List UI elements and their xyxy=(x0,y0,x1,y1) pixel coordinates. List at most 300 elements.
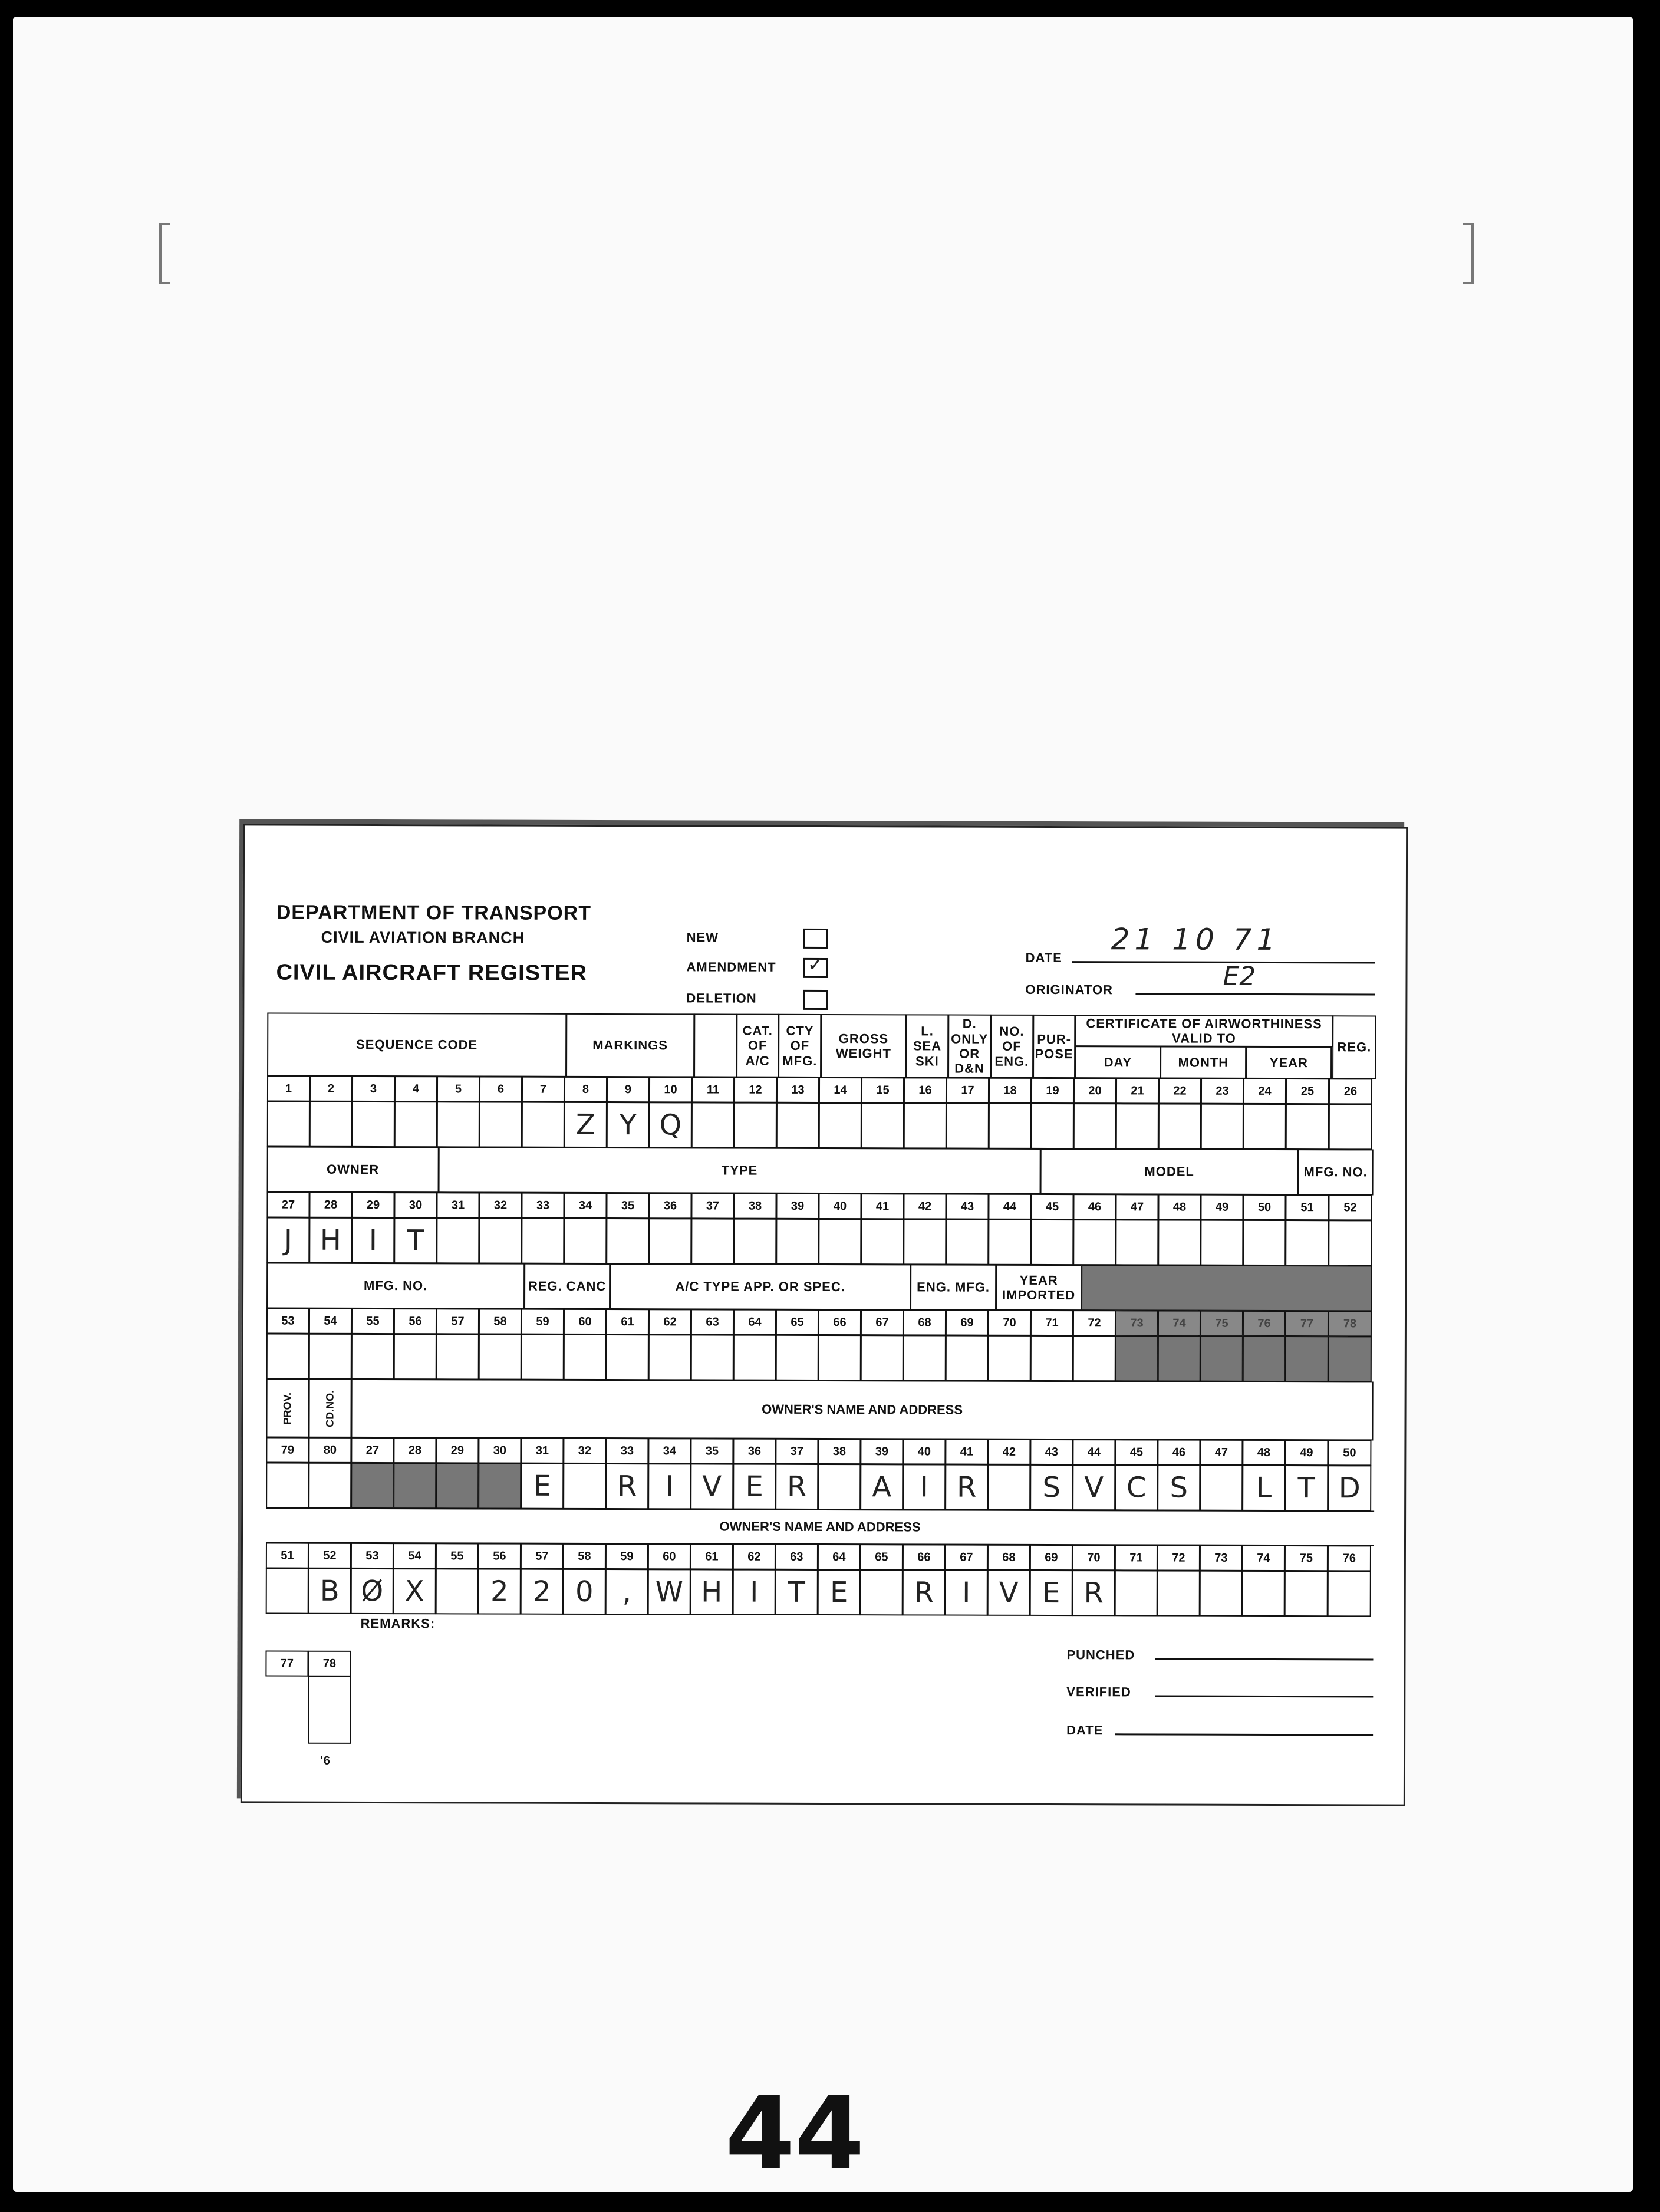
column-number: 64 xyxy=(733,1309,776,1335)
section2-value-row xyxy=(267,1218,1375,1266)
entry-cell[interactable] xyxy=(903,1335,946,1381)
column-number: 30 xyxy=(478,1437,521,1463)
register-title: CIVIL AIRCRAFT REGISTER xyxy=(276,960,588,986)
entry-cell[interactable] xyxy=(1031,1103,1074,1149)
entry-cell[interactable] xyxy=(733,1219,776,1265)
column-number: 52 xyxy=(1328,1194,1372,1220)
deletion-checkbox[interactable] xyxy=(803,990,828,1010)
column-number: 76 xyxy=(1328,1545,1371,1571)
crop-mark-right xyxy=(1463,223,1474,284)
column-number: 4 xyxy=(394,1076,437,1102)
entry-cell[interactable]: W xyxy=(648,1569,691,1615)
entry-cell[interactable] xyxy=(903,1219,946,1265)
entry-cell[interactable] xyxy=(988,1219,1031,1265)
column-number: 43 xyxy=(946,1194,989,1220)
column-number: 12 xyxy=(734,1077,777,1103)
entry-cell[interactable] xyxy=(436,1568,479,1614)
column-number: 66 xyxy=(818,1309,861,1335)
entry-cell[interactable]: X xyxy=(393,1568,436,1614)
column-number: 33 xyxy=(605,1438,648,1464)
entry-cell[interactable]: V xyxy=(690,1463,733,1509)
column-number: 75 xyxy=(1200,1311,1243,1337)
entry-cell[interactable] xyxy=(309,1334,352,1380)
punched-line[interactable] xyxy=(1155,1658,1373,1660)
section3-header-row xyxy=(267,1263,1375,1312)
model-header: MODEL xyxy=(1040,1148,1299,1195)
column-number: 40 xyxy=(903,1439,946,1464)
entry-cell[interactable] xyxy=(1073,1335,1116,1381)
verified-line[interactable] xyxy=(1155,1695,1373,1697)
entry-cell[interactable] xyxy=(352,1101,395,1147)
entry-cell[interactable] xyxy=(819,1102,862,1148)
entry-cell[interactable] xyxy=(564,1334,607,1380)
column-number: 73 xyxy=(1200,1545,1243,1571)
entry-cell[interactable]: D xyxy=(1328,1465,1371,1511)
column-number: 26 xyxy=(1329,1078,1372,1104)
amendment-label: AMENDMENT xyxy=(686,959,776,975)
column-number: 57 xyxy=(436,1308,479,1334)
entry-cell[interactable] xyxy=(522,1102,565,1148)
entry-cell[interactable] xyxy=(1328,1336,1372,1382)
entry-cell[interactable] xyxy=(1200,1220,1243,1266)
cdno-header xyxy=(308,1379,351,1438)
entry-cell[interactable]: B xyxy=(308,1568,351,1614)
entry-cell[interactable] xyxy=(1030,1335,1073,1381)
entry-cell[interactable] xyxy=(479,1217,522,1263)
column-number: 65 xyxy=(776,1309,819,1335)
column-number: 56 xyxy=(478,1543,521,1569)
column-number: 58 xyxy=(479,1308,522,1334)
entry-cell[interactable] xyxy=(1201,1104,1244,1150)
entry-cell[interactable] xyxy=(988,1335,1031,1381)
entry-cell[interactable] xyxy=(1115,1570,1158,1616)
remarks-cell-78[interactable] xyxy=(308,1676,351,1744)
register-grid xyxy=(266,1013,1376,1617)
entry-cell[interactable] xyxy=(606,1334,649,1380)
column-number: 24 xyxy=(1243,1078,1286,1104)
column-number: 27 xyxy=(266,1192,309,1218)
entry-cell[interactable]: C xyxy=(1115,1464,1158,1510)
column-number: 51 xyxy=(1285,1194,1329,1220)
column-number: 20 xyxy=(1073,1078,1116,1104)
entry-cell[interactable]: I xyxy=(351,1217,394,1263)
crop-mark-left xyxy=(159,223,170,284)
originator-value[interactable]: E2 xyxy=(1223,961,1256,992)
entry-cell[interactable] xyxy=(691,1218,734,1264)
entry-cell[interactable]: H xyxy=(690,1569,733,1615)
column-number: 31 xyxy=(436,1192,479,1218)
entry-cell[interactable] xyxy=(266,1334,309,1380)
column-number: 76 xyxy=(1243,1311,1286,1337)
entry-cell[interactable] xyxy=(648,1218,691,1264)
entry-cell[interactable] xyxy=(351,1463,394,1509)
column-number: 47 xyxy=(1200,1440,1243,1466)
entry-cell[interactable]: I xyxy=(733,1569,776,1615)
column-number: 74 xyxy=(1158,1310,1201,1336)
mfg-no-header: MFG. NO. xyxy=(1298,1149,1374,1195)
column-number: 63 xyxy=(775,1544,818,1570)
entry-cell[interactable]: R xyxy=(1072,1570,1115,1616)
column-number: 16 xyxy=(904,1077,947,1103)
column-number: 66 xyxy=(903,1544,946,1570)
cat-header: CAT. OF A/C xyxy=(736,1014,779,1078)
section1-number-row xyxy=(268,1077,1376,1105)
owner-header: OWNER xyxy=(267,1147,439,1193)
entry-cell[interactable]: A xyxy=(860,1464,903,1510)
entry-cell[interactable] xyxy=(987,1464,1030,1510)
entry-cell[interactable] xyxy=(648,1334,691,1380)
verified-label: VERIFIED xyxy=(1066,1684,1131,1700)
column-number: 50 xyxy=(1328,1440,1371,1466)
column-number: 29 xyxy=(351,1192,394,1218)
column-number: 28 xyxy=(309,1192,352,1218)
footer-date-line[interactable] xyxy=(1115,1733,1373,1736)
entry-cell[interactable] xyxy=(776,1219,819,1265)
eng-mfg-header: ENG. MFG. xyxy=(910,1264,996,1310)
entry-cell[interactable] xyxy=(946,1335,989,1381)
entry-cell[interactable]: R xyxy=(775,1464,818,1510)
entry-cell[interactable]: T xyxy=(1284,1465,1328,1511)
entry-cell[interactable]: R xyxy=(903,1569,946,1615)
column-number: 68 xyxy=(903,1309,946,1335)
no-eng-header: NO. OF ENG. xyxy=(990,1015,1033,1078)
column-number: 45 xyxy=(1030,1194,1073,1220)
section3-number-row xyxy=(267,1309,1375,1337)
entry-cell[interactable] xyxy=(521,1334,564,1380)
column-number: 25 xyxy=(1286,1078,1329,1104)
column-number: 41 xyxy=(945,1439,988,1465)
type-header: TYPE xyxy=(439,1147,1041,1194)
column-number: 75 xyxy=(1284,1545,1328,1571)
entry-cell[interactable] xyxy=(776,1102,819,1148)
column-number: 34 xyxy=(648,1438,691,1464)
column-number: 18 xyxy=(989,1078,1032,1104)
entry-cell[interactable] xyxy=(946,1103,989,1149)
column-number: 70 xyxy=(988,1310,1031,1336)
entry-cell[interactable] xyxy=(309,1101,353,1147)
column-number: 27 xyxy=(351,1437,394,1463)
column-number: 35 xyxy=(690,1438,733,1464)
entry-cell[interactable]: R xyxy=(605,1463,648,1509)
section1-value-row xyxy=(268,1102,1376,1150)
entry-cell[interactable] xyxy=(437,1101,480,1147)
column-number: 17 xyxy=(946,1078,989,1104)
prov-label: PROV. xyxy=(281,1392,294,1424)
column-number: 22 xyxy=(1158,1078,1201,1104)
column-number: 6 xyxy=(479,1076,522,1102)
entry-cell[interactable] xyxy=(479,1334,522,1380)
check-mark: ✓ xyxy=(807,952,825,976)
column-number: 44 xyxy=(988,1194,1031,1220)
entry-cell[interactable]: E xyxy=(1030,1570,1073,1616)
branch-title: CIVIL AVIATION BRANCH xyxy=(321,928,525,947)
owner-name-header: OWNER'S NAME AND ADDRESS xyxy=(351,1379,1373,1441)
column-number: 9 xyxy=(607,1077,650,1102)
entry-cell[interactable] xyxy=(1285,1336,1329,1382)
entry-cell[interactable] xyxy=(818,1335,861,1381)
entry-cell[interactable] xyxy=(1286,1104,1329,1150)
column-number: 54 xyxy=(393,1543,436,1569)
entry-cell[interactable]: Y xyxy=(607,1102,650,1148)
mfg-no2-header: MFG. NO. xyxy=(266,1263,525,1309)
section4-number-row xyxy=(266,1438,1375,1466)
entry-cell[interactable] xyxy=(394,1101,437,1147)
entry-cell[interactable] xyxy=(521,1218,564,1264)
entry-cell[interactable]: Q xyxy=(649,1102,692,1148)
section5-value-row xyxy=(266,1569,1375,1617)
entry-cell[interactable] xyxy=(1328,1220,1372,1266)
entry-cell[interactable] xyxy=(1329,1104,1372,1150)
entry-cell[interactable] xyxy=(1115,1219,1158,1265)
entry-cell[interactable]: E xyxy=(733,1464,776,1510)
entry-cell[interactable] xyxy=(861,1335,904,1381)
entry-cell[interactable] xyxy=(266,1568,309,1614)
entry-cell[interactable]: I xyxy=(945,1570,988,1616)
entry-cell[interactable] xyxy=(436,1217,479,1263)
cdno-label: CD.NO. xyxy=(324,1390,336,1427)
column-number: 42 xyxy=(903,1193,946,1219)
remarks-num-77: 77 xyxy=(265,1651,308,1677)
entry-cell[interactable]: T xyxy=(775,1569,818,1615)
column-number: 3 xyxy=(352,1076,395,1102)
column-number: 21 xyxy=(1116,1078,1159,1104)
entry-cell[interactable] xyxy=(818,1464,861,1510)
entry-cell[interactable] xyxy=(946,1219,989,1265)
column-number: 46 xyxy=(1157,1439,1200,1465)
column-number: 43 xyxy=(1030,1439,1073,1465)
entry-cell[interactable]: T xyxy=(394,1217,437,1263)
entry-cell[interactable]: Ø xyxy=(351,1568,394,1614)
column-number: 31 xyxy=(521,1438,564,1464)
entry-cell[interactable] xyxy=(478,1463,521,1509)
sea-ski-header: L. SEA SKI xyxy=(906,1014,949,1078)
section4-header-row xyxy=(266,1380,1375,1441)
punched-label: PUNCHED xyxy=(1066,1647,1135,1663)
column-number: 8 xyxy=(564,1077,607,1102)
column-number: 74 xyxy=(1242,1545,1285,1571)
column-number: 32 xyxy=(479,1192,522,1218)
cert-header: CERTIFICATE OF AIRWORTHINESS VALID TO xyxy=(1075,1015,1333,1047)
column-number: 59 xyxy=(605,1543,648,1569)
year-imported-header: YEAR IMPORTED xyxy=(996,1265,1082,1311)
entry-cell[interactable]: Z xyxy=(564,1102,607,1148)
originator-label: ORIGINATOR xyxy=(1025,982,1114,998)
entry-cell[interactable] xyxy=(1242,1571,1285,1617)
entry-cell[interactable] xyxy=(1243,1336,1286,1382)
column-number: 52 xyxy=(308,1543,351,1569)
purpose-header: PUR- POSE xyxy=(1033,1015,1076,1078)
column-number: 80 xyxy=(308,1437,351,1463)
column-number: 55 xyxy=(436,1543,479,1569)
column-number: 41 xyxy=(861,1193,904,1219)
column-number: 71 xyxy=(1030,1310,1073,1336)
prov-header xyxy=(266,1379,309,1438)
column-number: 29 xyxy=(436,1437,479,1463)
entry-cell[interactable] xyxy=(1073,1103,1116,1149)
column-number: 36 xyxy=(648,1193,691,1219)
year-header: YEAR xyxy=(1246,1046,1332,1079)
entry-cell[interactable]: R xyxy=(945,1464,988,1510)
column-number: 62 xyxy=(648,1309,691,1335)
entry-cell[interactable] xyxy=(1073,1219,1116,1265)
column-number: 48 xyxy=(1158,1194,1201,1220)
entry-cell[interactable]: E xyxy=(521,1463,564,1509)
column-number: 70 xyxy=(1072,1545,1115,1571)
entry-cell[interactable]: 2 xyxy=(521,1569,564,1615)
entry-cell[interactable] xyxy=(267,1101,310,1147)
entry-cell[interactable] xyxy=(734,1102,777,1148)
column-number: 50 xyxy=(1243,1194,1286,1220)
entry-cell[interactable] xyxy=(1200,1465,1243,1511)
column-number: 51 xyxy=(266,1543,309,1569)
entry-cell[interactable]: S xyxy=(1030,1464,1073,1510)
column-number: 38 xyxy=(818,1439,861,1464)
column-number: 72 xyxy=(1073,1310,1116,1336)
entry-cell[interactable]: L xyxy=(1242,1465,1285,1511)
entry-cell[interactable] xyxy=(564,1218,607,1264)
entry-cell[interactable] xyxy=(1243,1220,1286,1266)
entry-cell[interactable] xyxy=(691,1334,734,1380)
column-number: 33 xyxy=(521,1193,564,1219)
entry-cell[interactable] xyxy=(733,1335,776,1381)
entry-cell[interactable] xyxy=(266,1463,309,1509)
column-number: 73 xyxy=(1115,1310,1158,1336)
entry-cell[interactable] xyxy=(776,1335,819,1381)
column-number: 10 xyxy=(649,1077,692,1102)
column-number: 42 xyxy=(987,1439,1030,1465)
column-number: 54 xyxy=(309,1308,352,1334)
column-number: 34 xyxy=(564,1193,607,1219)
dept-title: DEPARTMENT OF TRANSPORT xyxy=(276,901,592,924)
column-number: 71 xyxy=(1115,1545,1158,1571)
deletion-label: DELETION xyxy=(686,990,757,1006)
column-number: 37 xyxy=(691,1193,734,1219)
entry-cell[interactable] xyxy=(393,1463,436,1509)
entry-cell[interactable] xyxy=(1200,1571,1243,1617)
column-number: 68 xyxy=(987,1545,1030,1571)
entry-cell[interactable] xyxy=(1116,1103,1159,1149)
owner-address-header: OWNER'S NAME AND ADDRESS xyxy=(266,1508,1374,1546)
entry-cell[interactable]: V xyxy=(1072,1464,1115,1510)
shaded-header xyxy=(1081,1265,1372,1311)
entry-cell[interactable] xyxy=(1158,1103,1201,1149)
column-number: 57 xyxy=(521,1543,564,1569)
column-number: 67 xyxy=(861,1309,904,1335)
entry-cell[interactable]: E xyxy=(818,1569,861,1615)
reg-canc-header: REG. CANC xyxy=(524,1263,610,1309)
column-number: 58 xyxy=(563,1543,606,1569)
entry-cell[interactable]: 2 xyxy=(478,1568,521,1614)
column-number: 53 xyxy=(266,1308,309,1334)
col11-header xyxy=(694,1013,737,1077)
entry-cell[interactable] xyxy=(394,1334,437,1380)
entry-cell[interactable] xyxy=(1328,1571,1371,1617)
entry-cell[interactable]: I xyxy=(903,1464,946,1510)
entry-cell[interactable] xyxy=(1157,1570,1200,1616)
column-number: 15 xyxy=(861,1077,904,1103)
new-checkbox[interactable] xyxy=(803,929,828,949)
entry-cell[interactable] xyxy=(1115,1335,1158,1381)
entry-cell[interactable] xyxy=(818,1219,861,1265)
gross-weight-header: GROSS WEIGHT xyxy=(821,1014,907,1078)
entry-cell[interactable] xyxy=(989,1103,1032,1149)
entry-cell[interactable] xyxy=(1284,1571,1328,1617)
column-number: 59 xyxy=(521,1309,564,1335)
entry-cell[interactable] xyxy=(1158,1219,1201,1265)
column-number: 61 xyxy=(690,1543,733,1569)
column-number: 79 xyxy=(266,1437,309,1463)
entry-cell[interactable]: J xyxy=(266,1217,309,1263)
d-only-header: D. ONLY OR D&N xyxy=(948,1015,991,1078)
column-number: 64 xyxy=(818,1544,861,1570)
amendment-checkbox[interactable] xyxy=(803,952,828,978)
column-number: 78 xyxy=(1328,1311,1372,1337)
entry-cell[interactable] xyxy=(1285,1220,1329,1266)
section5-number-row xyxy=(266,1543,1375,1572)
originator-line xyxy=(1135,993,1375,995)
column-number: 11 xyxy=(691,1077,735,1102)
column-number: 46 xyxy=(1073,1194,1116,1220)
entry-cell[interactable] xyxy=(436,1463,479,1509)
column-number: 53 xyxy=(351,1543,394,1569)
page-mark: 44 xyxy=(725,2075,865,2192)
column-number: 49 xyxy=(1284,1440,1328,1466)
column-number: 5 xyxy=(437,1076,480,1102)
entry-cell[interactable] xyxy=(351,1334,394,1380)
entry-cell[interactable] xyxy=(904,1102,947,1148)
entry-cell[interactable]: H xyxy=(309,1217,352,1263)
entry-cell[interactable] xyxy=(861,1219,904,1265)
footer-date-label: DATE xyxy=(1066,1723,1104,1738)
column-number: 55 xyxy=(351,1308,394,1334)
remarks-label: REMARKS: xyxy=(360,1615,436,1631)
entry-cell[interactable] xyxy=(1200,1336,1243,1382)
entry-cell[interactable] xyxy=(606,1218,649,1264)
column-number: 23 xyxy=(1201,1078,1244,1104)
date-label: DATE xyxy=(1025,950,1062,966)
column-number: 30 xyxy=(394,1192,437,1218)
column-number: 49 xyxy=(1200,1194,1243,1220)
entry-cell[interactable]: V xyxy=(987,1570,1030,1616)
entry-cell[interactable] xyxy=(860,1569,903,1615)
column-number: 77 xyxy=(1285,1311,1329,1337)
entry-cell[interactable] xyxy=(436,1334,479,1380)
column-number: 61 xyxy=(606,1309,649,1335)
entry-cell[interactable] xyxy=(861,1102,904,1148)
column-number: 67 xyxy=(945,1545,988,1571)
entry-cell[interactable] xyxy=(479,1101,522,1147)
column-number: 19 xyxy=(1031,1078,1074,1104)
entry-cell[interactable]: 0 xyxy=(563,1569,606,1615)
date-value[interactable]: 21 10 71 xyxy=(1111,922,1280,957)
entry-cell[interactable] xyxy=(1243,1104,1286,1150)
cty-header: CTY OF MFG. xyxy=(778,1014,821,1078)
column-number: 37 xyxy=(775,1439,818,1464)
entry-cell[interactable] xyxy=(1030,1219,1073,1265)
section2-number-row xyxy=(267,1193,1375,1221)
markings-header: MARKINGS xyxy=(566,1013,694,1078)
entry-cell[interactable]: , xyxy=(605,1569,648,1615)
entry-cell[interactable] xyxy=(1158,1335,1201,1381)
entry-cell[interactable]: I xyxy=(648,1463,691,1509)
column-number: 45 xyxy=(1115,1439,1158,1465)
entry-cell[interactable]: S xyxy=(1157,1464,1200,1510)
entry-cell[interactable] xyxy=(563,1463,606,1509)
column-number: 69 xyxy=(946,1310,989,1336)
column-number: 65 xyxy=(860,1544,903,1570)
entry-cell[interactable] xyxy=(308,1463,351,1509)
entry-cell[interactable] xyxy=(691,1102,735,1148)
